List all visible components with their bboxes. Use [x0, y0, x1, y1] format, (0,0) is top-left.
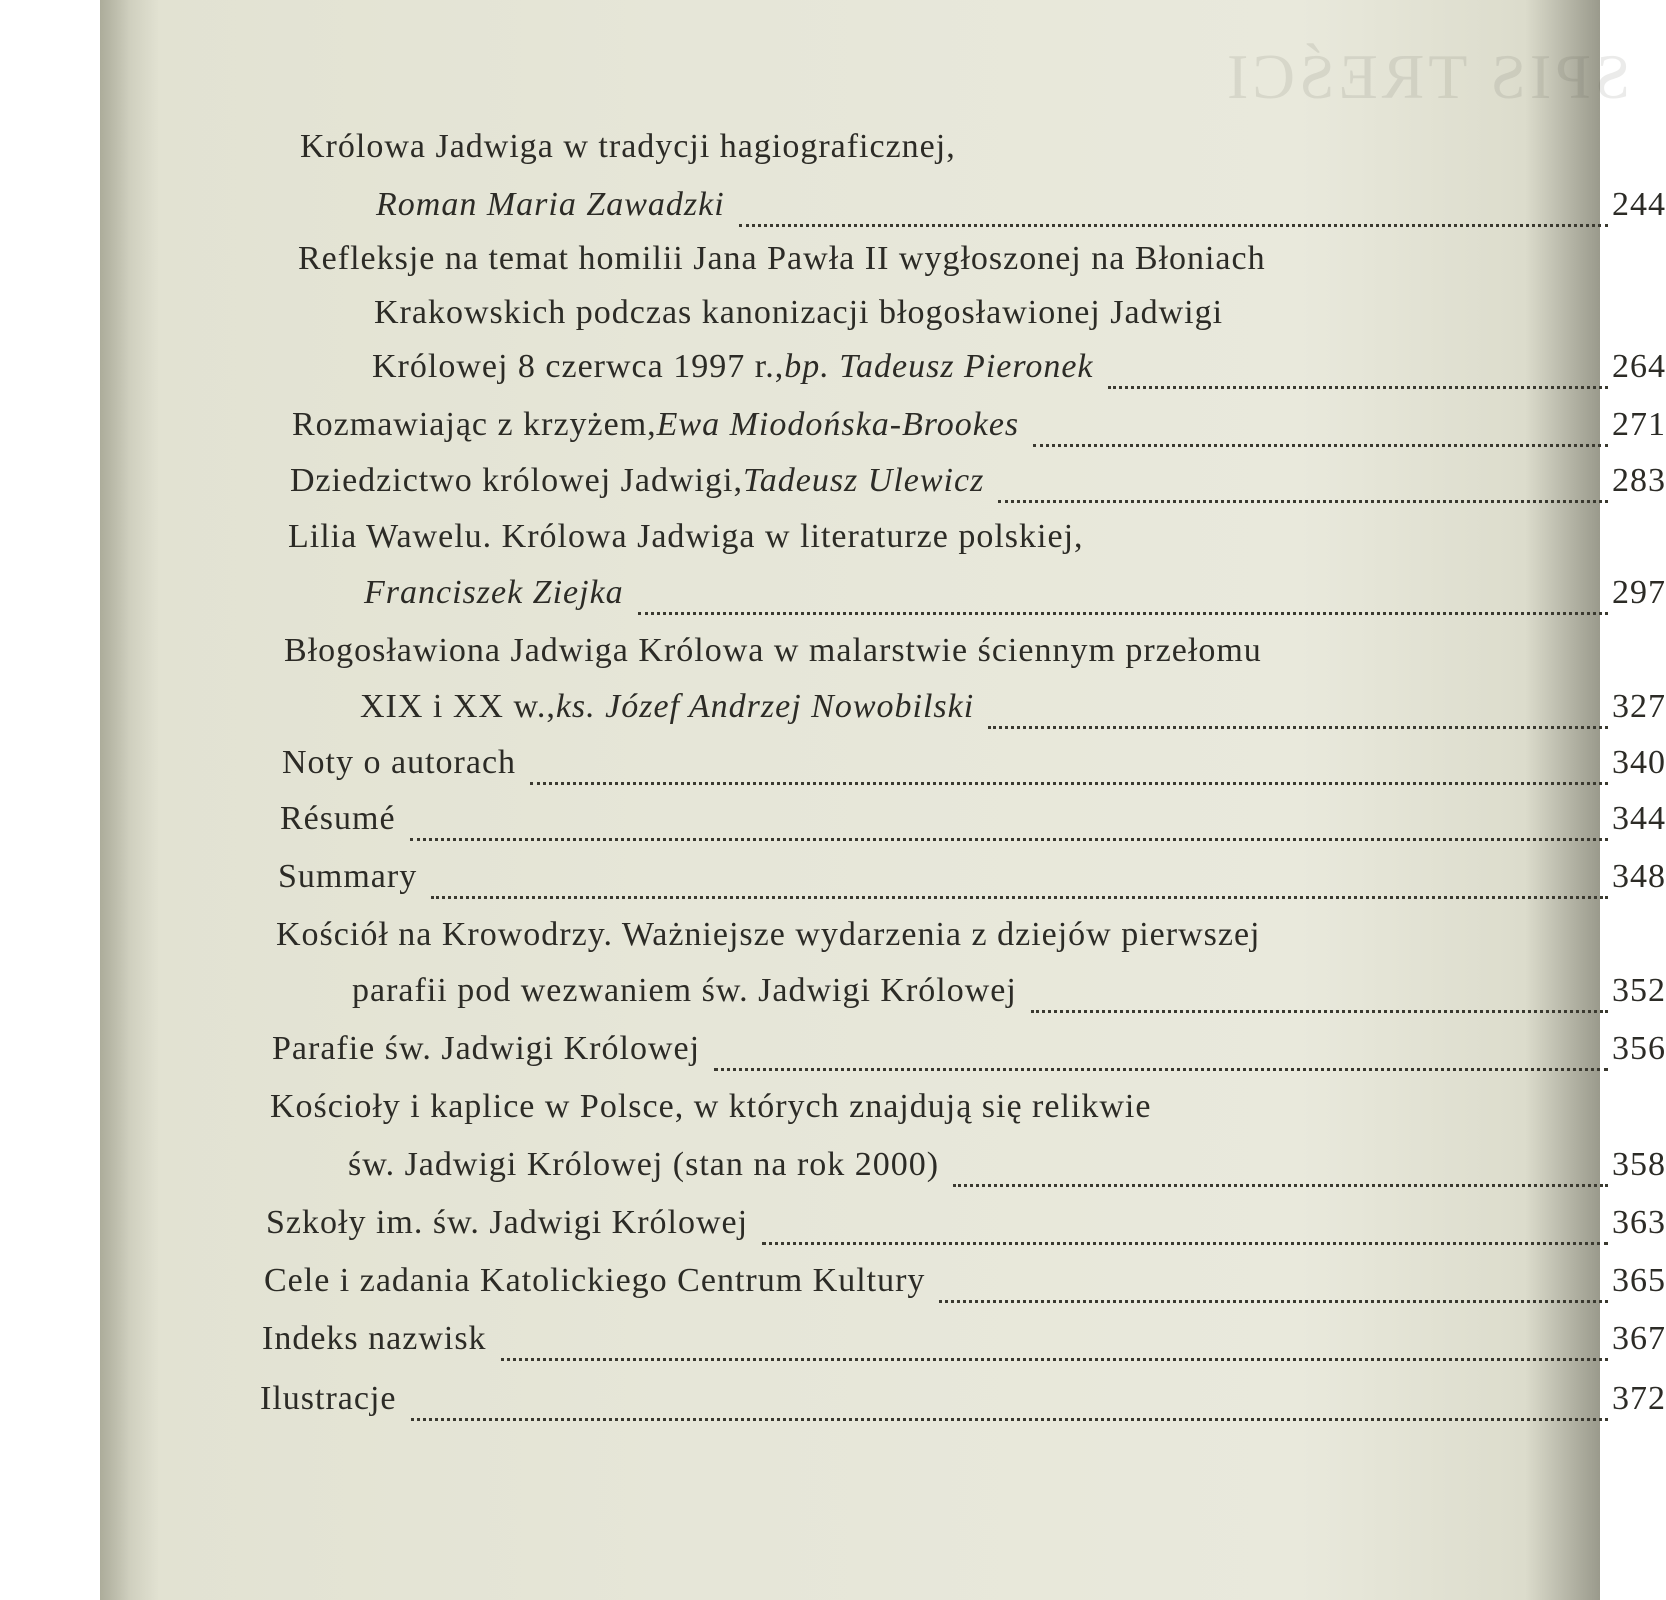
- toc-page-number: 356: [1612, 1030, 1666, 1067]
- toc-page-number: 264: [1612, 348, 1666, 385]
- toc-entry: Królowej 8 czerwca 1997 r., bp. Tadeusz Pieronek 264: [372, 348, 1666, 404]
- leader-dots: [638, 612, 1608, 615]
- toc-entry: Szkoły im. św. Jadwigi Królowej 363: [266, 1204, 1666, 1260]
- leader-dots: [1033, 444, 1608, 447]
- leader-dots: [1108, 386, 1608, 389]
- toc-page-number: 367: [1612, 1320, 1666, 1357]
- toc-entry-title: Krakowskich podczas kanonizacji błogosławionej Jadwigi: [374, 294, 1224, 331]
- toc-entry-title: Lilia Wawelu. Królowa Jadwiga w literaturze polskiej,: [288, 518, 1084, 555]
- leader-dots: [988, 726, 1608, 729]
- toc-author: Tadeusz Ulewicz: [742, 462, 985, 499]
- toc-author: ks. Józef Andrzej Nowobilski: [555, 688, 975, 725]
- toc-entry: Noty o autorach 340: [282, 744, 1666, 800]
- toc-page-number: 244: [1612, 186, 1666, 223]
- toc-entry: parafii pod wezwaniem św. Jadwigi Królowej 352: [352, 972, 1666, 1028]
- toc-entry: [364, 574, 1666, 630]
- leader-dots: [411, 1418, 1609, 1421]
- toc-entry: Ilustracje 372: [260, 1380, 1666, 1436]
- toc-page-number: 363: [1612, 1204, 1666, 1241]
- toc-page-number: 271: [1612, 406, 1666, 443]
- bleed-through-title: SPIS TREŚCI: [1222, 41, 1630, 112]
- leader-dots: [739, 224, 1608, 227]
- leader-dots: [762, 1242, 1608, 1245]
- table-of-contents: [100, 0, 1666, 1600]
- toc-entry: Parafie św. Jadwigi Królowej 356: [272, 1030, 1666, 1086]
- toc-page-number: 372: [1612, 1380, 1666, 1417]
- toc-entry-title: Kościół na Krowodrzy. Ważniejsze wydarzenia z dziejów pierwszej: [276, 916, 1261, 953]
- toc-entry: XIX i XX w., ks. Józef Andrzej Nowobilski 327: [360, 688, 1666, 744]
- toc-page-number: 365: [1612, 1262, 1666, 1299]
- leader-dots: [501, 1358, 1608, 1361]
- toc-entry: Dziedzictwo królowej Jadwigi, Tadeusz Ulewicz 283: [290, 462, 1666, 518]
- toc-author: Franciszek Ziejka: [364, 574, 624, 611]
- toc-entry: Résumé 344: [280, 800, 1666, 856]
- toc-entry: św. Jadwigi Królowej (stan na rok 2000) 358: [348, 1146, 1666, 1202]
- toc-author: Roman Maria Zawadzki: [376, 186, 725, 223]
- toc-page-number: 348: [1612, 858, 1666, 895]
- leader-dots: [998, 500, 1608, 503]
- toc-entry: Indeks nazwisk 367: [262, 1320, 1666, 1376]
- leader-dots: [953, 1184, 1608, 1187]
- toc-entry-title: Błogosławiona Jadwiga Królowa w malarstwie ściennym przełomu: [284, 632, 1262, 669]
- toc-page-number: 352: [1612, 972, 1666, 1009]
- toc-entry-title: Królowa Jadwiga w tradycji hagiograficznej,: [300, 128, 956, 165]
- toc-page-number: 344: [1612, 800, 1666, 837]
- leader-dots: [714, 1068, 1608, 1071]
- leader-dots: [1031, 1010, 1608, 1013]
- toc-page-number: 327: [1612, 688, 1666, 725]
- toc-page-number: 358: [1612, 1146, 1666, 1183]
- toc-author: bp. Tadeusz Pieronek: [784, 348, 1094, 385]
- toc-entry: [376, 186, 1666, 242]
- leader-dots: [410, 838, 1608, 841]
- toc-entry: Summary 348: [278, 858, 1666, 914]
- toc-entry-title: Refleksje na temat homilii Jana Pawła II wygłoszonej na Błoniach: [298, 240, 1266, 277]
- book-page: [100, 0, 1666, 1600]
- toc-entry: Cele i zadania Katolickiego Centrum Kultury 365: [264, 1262, 1666, 1318]
- toc-entry-title: Kościoły i kaplice w Polsce, w których znajdują się relikwie: [270, 1088, 1152, 1125]
- toc-page-number: 283: [1612, 462, 1666, 499]
- leader-dots: [939, 1300, 1608, 1303]
- toc-entry: Rozmawiając z krzyżem, Ewa Miodońska-Brookes 271: [292, 406, 1666, 462]
- leader-dots: [431, 896, 1608, 899]
- leader-dots: [530, 782, 1608, 785]
- toc-author: Ewa Miodońska-Brookes: [656, 406, 1020, 443]
- toc-page-number: 297: [1612, 574, 1666, 611]
- toc-page-number: 340: [1612, 744, 1666, 781]
